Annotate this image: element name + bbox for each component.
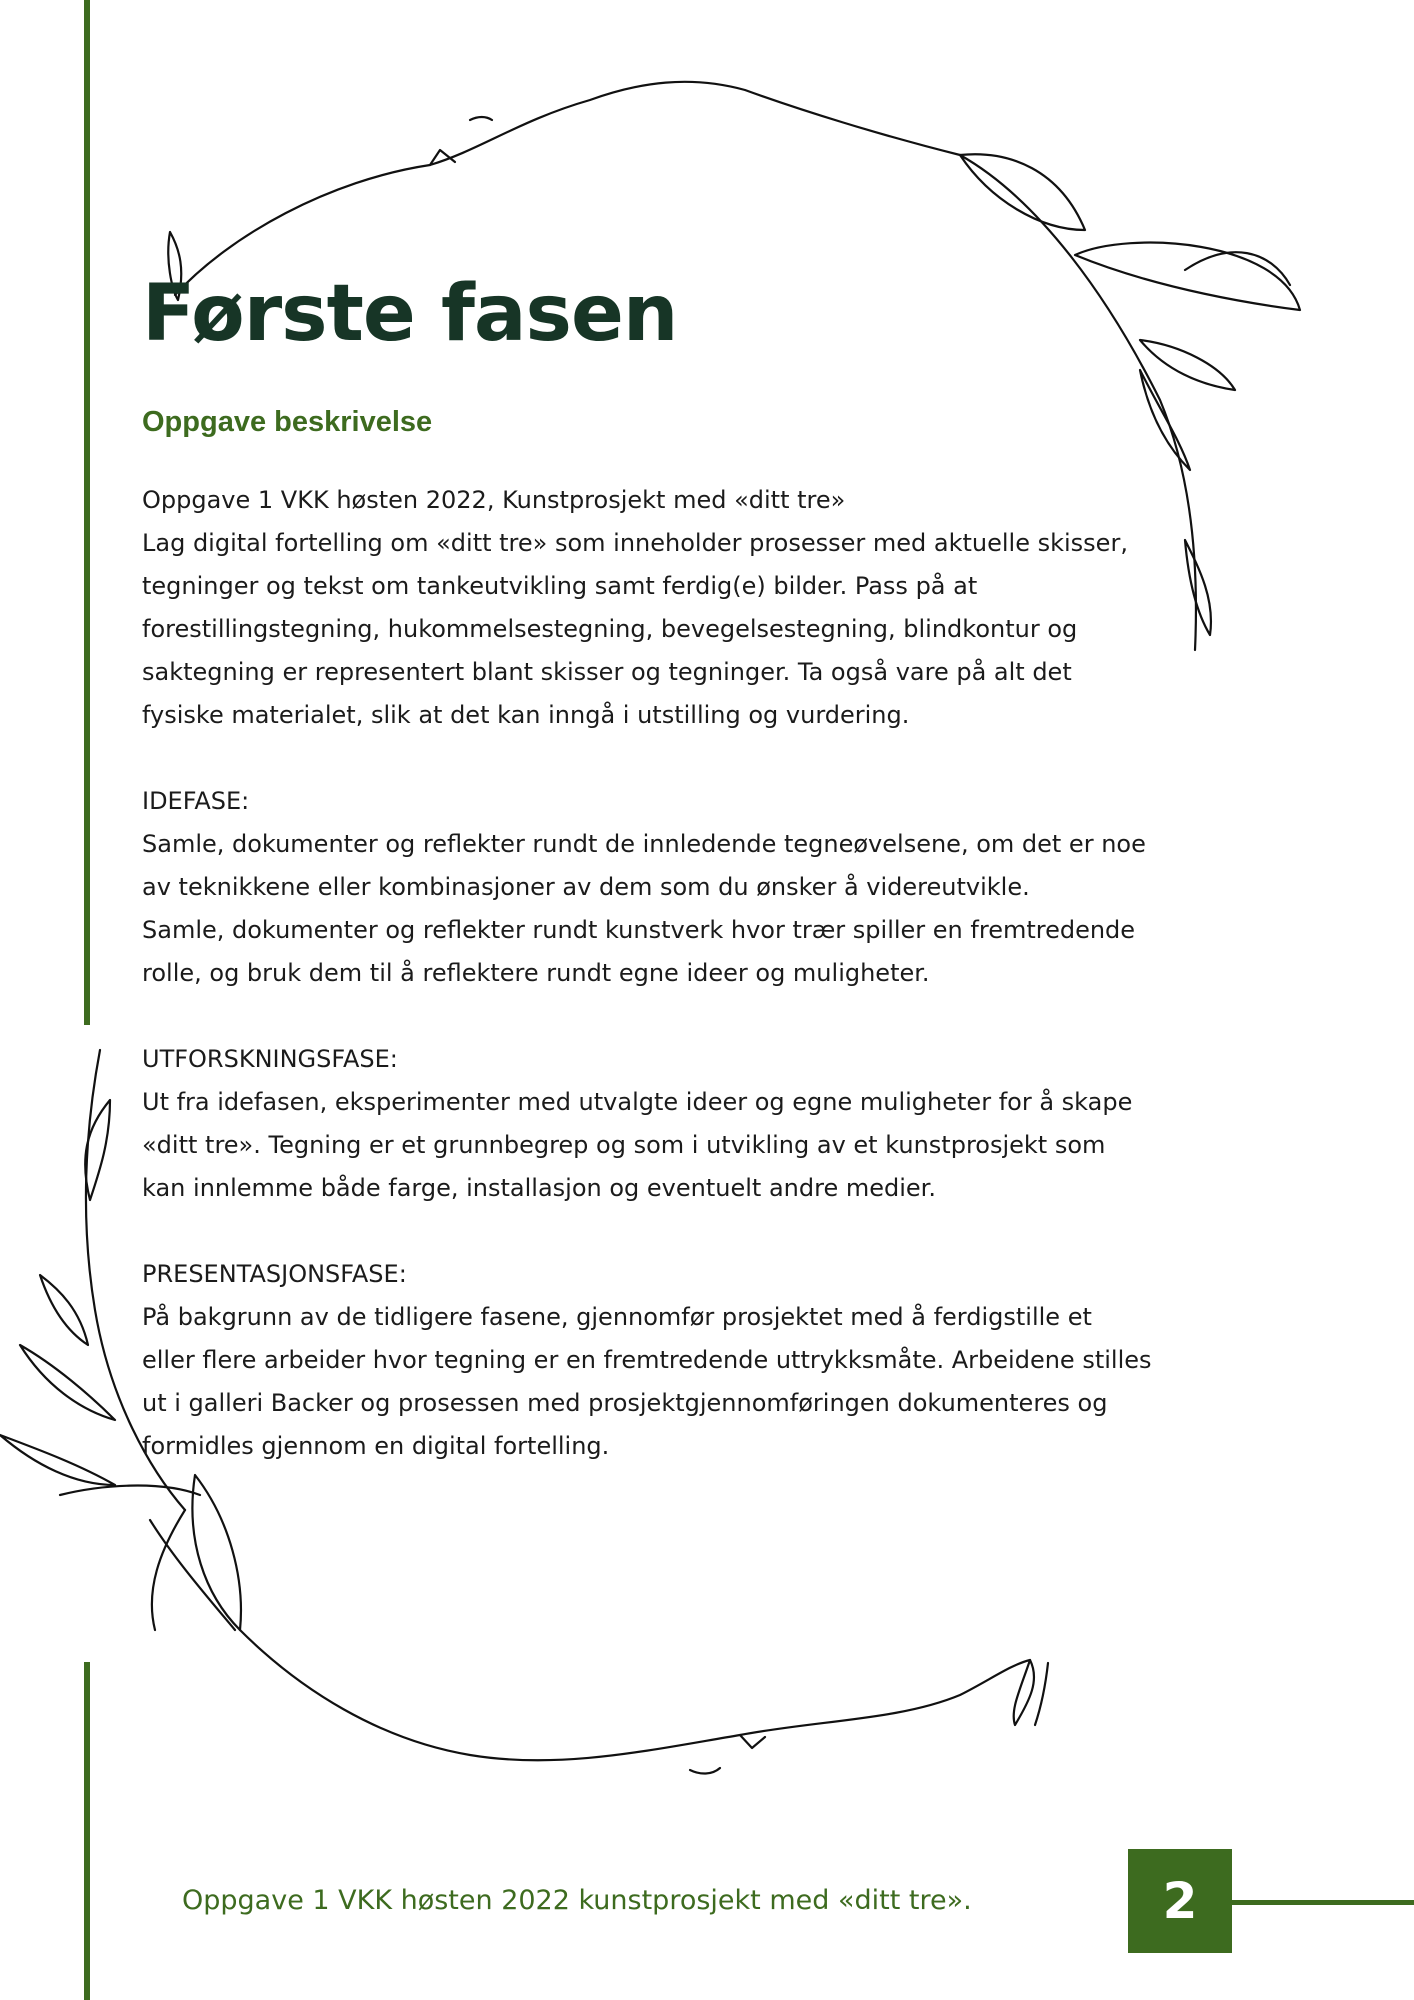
text-line: formidles gjennom en digital fortelling. [142, 1431, 610, 1460]
body-text [142, 479, 1182, 1468]
section-subheading: Oppgave beskrivelse [142, 405, 433, 438]
text-line: Samle, dokumenter og reflekter rundt de innledende tegneøvelsene, om det er noe [142, 829, 1146, 858]
text-line: Oppgave 1 VKK høsten 2022, Kunstprosjekt med «ditt tre» [142, 485, 846, 514]
paragraph-intro [142, 479, 1182, 737]
text-line: Samle, dokumenter og reflekter rundt kunstverk hvor trær spiller en fremtredende [142, 915, 1136, 944]
page-number: 2 [1128, 1849, 1232, 1953]
text-line: ut i galleri Backer og prosessen med prosjektgjennomføringen dokumenteres og [142, 1388, 1108, 1417]
text-line: UTFORSKNINGSFASE: [142, 1044, 398, 1073]
page-title: Første fasen [142, 269, 678, 359]
text-line: «ditt tre». Tegning er et grunnbegrep og som i utvikling av et kunstprosjekt som [142, 1130, 1106, 1159]
paragraph-presentasjonsfase [142, 1253, 1182, 1468]
text-line: Lag digital fortelling om «ditt tre» som inneholder prosesser med aktuelle skisser, [142, 528, 1128, 557]
text-line: av teknikkene eller kombinasjoner av dem som du ønsker å videreutvikle. [142, 872, 1030, 901]
paragraph-idefase [142, 780, 1182, 995]
left-accent-bar-bottom [84, 1662, 90, 2000]
main-content [142, 270, 1182, 1468]
footer-text: Oppgave 1 VKK høsten 2022 kunstprosjekt med «ditt tre». [182, 1885, 972, 1916]
text-line: PRESENTASJONSFASE: [142, 1259, 407, 1288]
text-line: tegninger og tekst om tankeutvikling samt ferdig(e) bilder. Pass på at [142, 571, 978, 600]
text-line: IDEFASE: [142, 786, 250, 815]
text-line: Ut fra idefasen, eksperimenter med utvalgte ideer og egne muligheter for å skape [142, 1087, 1133, 1116]
text-line: eller flere arbeider hvor tegning er en fremtredende uttrykksmåte. Arbeidene stilles [142, 1345, 1152, 1374]
text-line: saktegning er representert blant skisser og tegninger. Ta også vare på alt det [142, 657, 1072, 686]
text-line: fysiske materialet, slik at det kan inngå i utstilling og vurdering. [142, 700, 910, 729]
page-number-line [1232, 1900, 1414, 1905]
text-line: rolle, og bruk dem til å reflektere rundt egne ideer og muligheter. [142, 958, 930, 987]
paragraph-utforskningsfase [142, 1038, 1182, 1210]
left-accent-bar-top [84, 0, 90, 1025]
text-line: kan innlemme både farge, installasjon og eventuelt andre medier. [142, 1173, 936, 1202]
text-line: forestillingstegning, hukommelsestegning, bevegelsestegning, blindkontur og [142, 614, 1078, 643]
text-line: På bakgrunn av de tidligere fasene, gjennomfør prosjektet med å ferdigstille et [142, 1302, 1092, 1331]
